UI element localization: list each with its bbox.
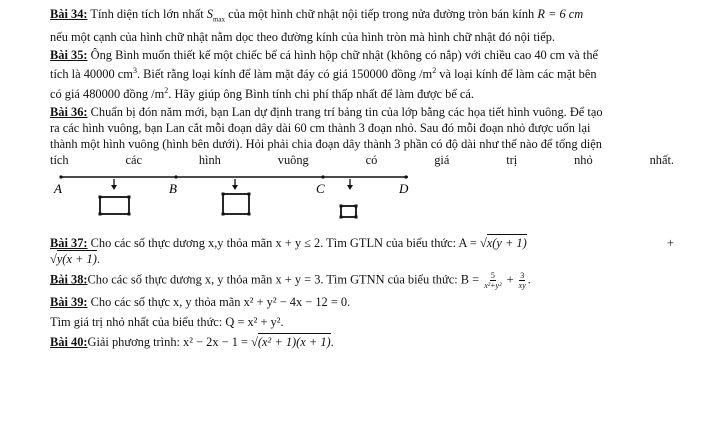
problem-36-line-3: thành một hình vuông (hình bên dưới). Hỏi phải chia đoạn dây thành 3 phần có độ dài như thế nào để tổng diện	[50, 136, 602, 151]
problem-39-label: Bài 39:	[50, 294, 88, 309]
problem-39-line-2: Tìm giá trị nhỏ nhất của biểu thức: Q = x² + y².	[50, 314, 284, 329]
problem-40-label: Bài 40:	[50, 334, 88, 349]
problem-40: Bài 40:Giải phương trình: x² − 2x − 1 = √(x² + 1)(x + 1).	[50, 334, 334, 349]
problem-37-label: Bài 37:	[50, 235, 88, 250]
problem-36-line-2: ra các hình vuông, bạn Lan cắt mỗi đoạn dây dài 60 cm thành 3 đoạn nhỏ. Sau đó mỗi đoạn nhỏ được uốn lại	[50, 120, 591, 135]
arrow-down-icon	[111, 179, 117, 190]
problem-34	[50, 6, 674, 27]
point-b-dot	[174, 175, 177, 178]
word: các	[125, 152, 142, 167]
word: có	[365, 152, 378, 167]
point-c-label: C	[316, 180, 325, 196]
sqrt-expression-3: √(x² + 1)(x + 1)	[251, 334, 331, 349]
square-1	[100, 197, 129, 214]
wire-figure	[50, 169, 674, 235]
point-b-label: B	[169, 180, 177, 196]
problem-39: Bài 39: Cho các số thực x, y thỏa mãn x² + y² − 4x − 12 = 0.	[50, 294, 351, 309]
square-3	[341, 206, 356, 217]
fraction-1: $\frac{5}{\text{x²+y²}}$	[484, 270, 502, 290]
problem-36-label: Bài 36:	[50, 104, 88, 119]
worksheet	[50, 6, 674, 350]
problem-35: Bài 35: Ông Bình muốn thiết kế một chiếc bể cá hình hộp chữ nhật (không có nắp) với chiều cao 40 cm và thể	[50, 48, 599, 63]
arrow-down-icon	[232, 179, 238, 190]
point-a-dot	[59, 175, 62, 178]
word: nhất.	[649, 152, 674, 167]
square-2	[223, 194, 249, 214]
point-a-label: A	[54, 180, 62, 196]
problem-34-text-2: của một hình chữ nhật nội tiếp trong nửa đường tròn bán kính	[225, 7, 538, 21]
word: hình	[198, 152, 221, 167]
problem-34-text: Tính diện tích lớn nhất	[87, 7, 207, 21]
arrow-down-icon	[347, 179, 353, 190]
word: nhỏ	[574, 152, 593, 167]
word: trị	[506, 152, 518, 167]
point-c-dot	[321, 175, 324, 178]
problem-34-line-2: nếu một cạnh của hình chữ nhật nằm dọc theo đường kính của hình tròn mà hình chữ nhật đó nội tiếp.	[50, 30, 556, 45]
sqrt-expression-1: √x(y + 1)	[479, 235, 527, 250]
problem-38-label: Bài 38:	[50, 272, 88, 287]
problem-37-line-2: √y(x + 1).	[50, 251, 100, 266]
problem-35-label: Bài 35:	[50, 48, 88, 63]
smax-symbol: $S_{max}$	[206, 7, 225, 24]
word: vuông	[277, 152, 309, 167]
problem-35-line-2: tích là 40000 $cm^3$. Biết rằng loại kính để làm mặt đáy có giá 150000 đồng $/m^2$ và loại kính để làm các mặt bên	[50, 66, 597, 82]
sqrt-expression-2: √y(x + 1)	[50, 251, 97, 266]
problem-37: Bài 37: Cho các số thực dương x,y thỏa mãn x + y ≤ 2. Tìm GTLN của biểu thức: A = √x(y + 1) +	[50, 235, 674, 250]
problem-36: Bài 36: Chuẩn bị đón năm mới, bạn Lan dự định trang trí bảng tin của lớp bằng các họa tiết hình vuông. Để tạo	[50, 104, 603, 119]
fraction-2: $\frac{3}{xy}$	[518, 270, 526, 290]
problem-36-line-4	[50, 152, 674, 168]
radius-value: R = 6 cm	[537, 7, 584, 21]
problem-34-label: Bài 34:	[50, 7, 88, 21]
problem-35-line-3: có giá 480000 đồng $/m^2$. Hãy giúp ông Bình tính chi phí thấp nhất để làm được bể cá.	[50, 85, 475, 101]
point-d-dot	[404, 175, 407, 178]
word: tích	[50, 152, 69, 167]
point-d-label: D	[399, 180, 409, 196]
word: giá	[434, 152, 450, 167]
problem-38: Bài 38:Cho các số thực dương x, y thỏa mãn x + y = 3. Tìm GTNN của biểu thức: B = $\frac{5}{\text{x²+y²}}$ + $\frac{3}{xy}$ .	[50, 270, 531, 290]
